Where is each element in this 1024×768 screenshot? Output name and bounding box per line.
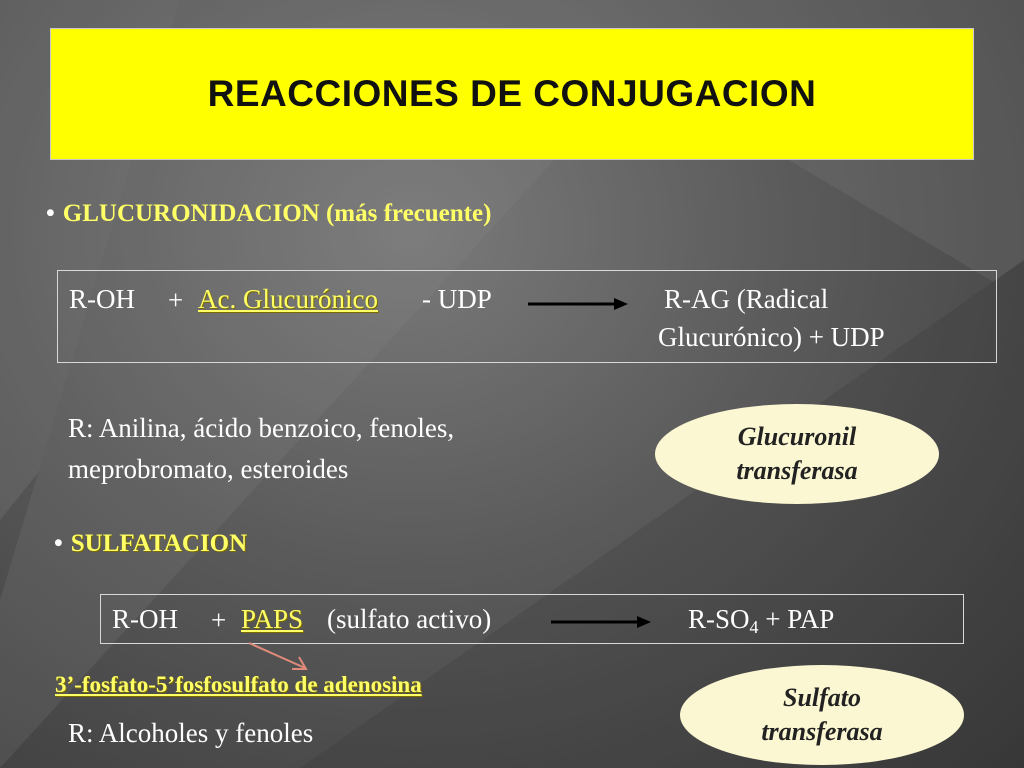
bullet-glucuronidacion	[46, 200, 491, 228]
title-box	[50, 28, 974, 160]
equation-1-reactant: R-OH	[69, 284, 135, 314]
glucuronidation-substrates-line1: R: Anilina, ácido benzoico, fenoles,	[68, 413, 455, 443]
glucuronidacion-heading: GLUCURONIDACION (más frecuente)	[62, 200, 492, 227]
sulfatacion-heading: SULFATACION	[70, 530, 248, 557]
sulfation-equation-box	[100, 594, 964, 644]
equation-1-reagent-suffix: - UDP	[422, 284, 492, 314]
equation-2-product-prefix: R-SO	[688, 604, 750, 634]
slide-title: REACCIONES DE CONJUGACION	[207, 73, 817, 114]
equation-1-product-line1: R-AG (Radical	[664, 284, 829, 314]
glucuronidation-equation-box	[57, 270, 997, 363]
enzyme-2-line2: transferasa	[761, 717, 883, 746]
equation-1-plus: +	[168, 285, 184, 315]
sulfation-substrates: R: Alcoholes y fenoles	[68, 718, 314, 748]
equation-2-product-subscript: 4	[749, 617, 759, 637]
equation-2-product	[688, 606, 834, 636]
enzyme-2-line1: Sulfato	[782, 683, 862, 713]
reaction-arrow-icon	[528, 296, 628, 312]
equation-2-reactant: R-OH	[112, 604, 178, 634]
sulfato-transferasa-enzyme	[680, 665, 964, 765]
glucuronidation-substrates-line2: meprobromato, esteroides	[68, 454, 349, 484]
bullet-sulfatacion	[54, 530, 247, 558]
equation-2-reagent-note: (sulfato activo)	[327, 604, 492, 634]
glucuronil-transferasa-enzyme	[655, 404, 939, 504]
pointer-arrow-icon	[245, 640, 315, 674]
bullet-dot: •	[46, 200, 55, 227]
equation-2-plus: +	[211, 605, 227, 635]
paps-expansion-label: 3’-fosfato-5’fosfosulfato de adenosina	[55, 672, 422, 697]
enzyme-1-line1: Glucuronil	[737, 422, 857, 452]
reaction-arrow-icon	[551, 614, 651, 630]
bullet-dot: •	[54, 530, 63, 557]
enzyme-1-line2: transferasa	[736, 456, 858, 485]
equation-1-reagent: Ac. Glucurónico	[198, 284, 378, 314]
equation-2-product-suffix: PAP	[787, 604, 835, 634]
equation-2-product-plus: +	[765, 604, 781, 634]
equation-2-reagent: PAPS	[241, 604, 304, 634]
equation-1-product-line2: Glucurónico) + UDP	[658, 322, 885, 352]
